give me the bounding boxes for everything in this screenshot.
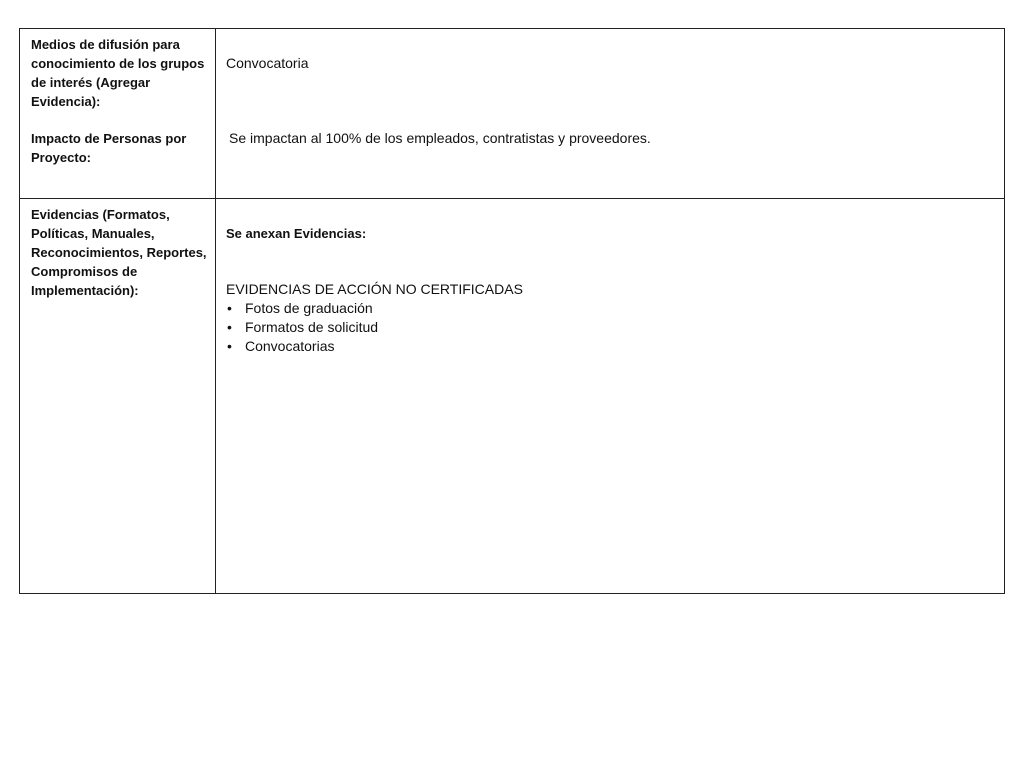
value-impacto-personas: Se impactan al 100% de los empleados, contratistas y proveedores. bbox=[229, 130, 651, 146]
evidence-form-table bbox=[19, 28, 1005, 594]
list-item bbox=[226, 337, 378, 356]
list-item-text: Formatos de solicitud bbox=[245, 319, 379, 335]
list-item-text: Fotos de graduación bbox=[245, 300, 373, 316]
bullet-icon: • bbox=[227, 319, 232, 335]
bullet-icon: • bbox=[227, 338, 232, 354]
list-item bbox=[226, 299, 378, 318]
label-evidencias: Evidencias (Formatos, Políticas, Manuales, Reconocimientos, Reportes, Compromisos de Implementación): bbox=[31, 207, 207, 298]
label-impacto-personas: Impacto de Personas por Proyecto: bbox=[31, 131, 187, 165]
table-row-evidencias bbox=[20, 199, 1004, 593]
bullet-icon: • bbox=[227, 300, 232, 316]
list-item-text: Convocatorias bbox=[245, 338, 335, 354]
list-item bbox=[226, 318, 378, 337]
table-row-medios-impacto bbox=[20, 29, 1004, 199]
evidencias-heading: Se anexan Evidencias: bbox=[226, 226, 367, 241]
evidencias-subheading: EVIDENCIAS DE ACCIÓN NO CERTIFICADAS bbox=[226, 281, 523, 297]
label-medios-difusion: Medios de difusión para conocimiento de los grupos de interés (Agregar Evidencia): bbox=[31, 37, 205, 109]
evidencias-list bbox=[226, 299, 378, 356]
value-medios-difusion: Convocatoria bbox=[226, 55, 309, 71]
